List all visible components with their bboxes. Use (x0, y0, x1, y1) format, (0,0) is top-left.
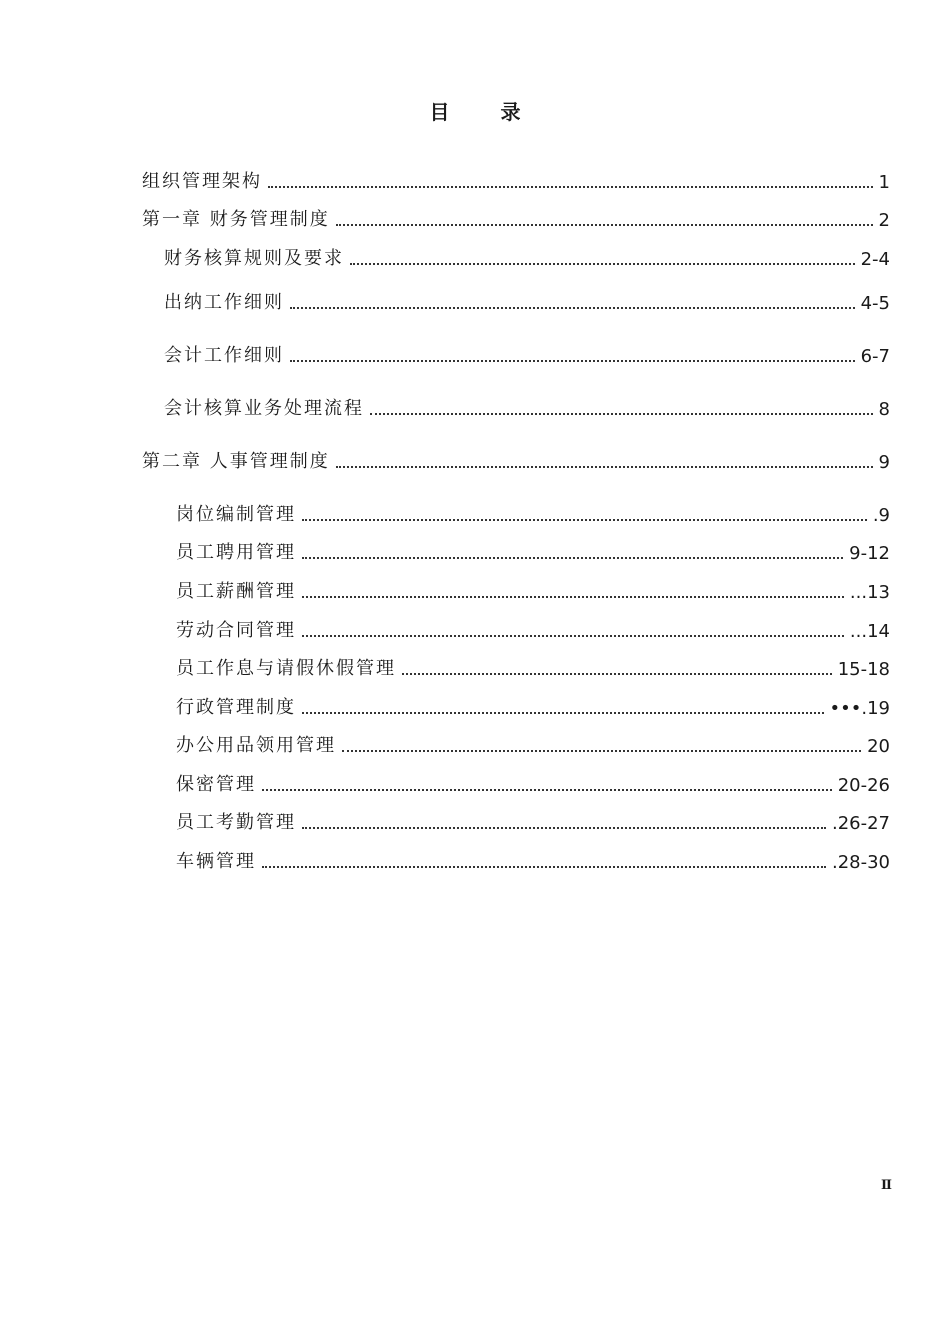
toc-entry-labor-contract[interactable] (176, 616, 890, 644)
toc-entry-label: 劳动合同管理 (176, 620, 296, 641)
toc-entry-page: 8 (878, 399, 890, 420)
toc-entry-accountant-rules[interactable] (164, 341, 890, 369)
toc-entry-chapter-1[interactable] (142, 205, 890, 233)
toc-leader-dots (262, 866, 826, 868)
toc-leader-dots (290, 360, 855, 362)
toc-entry-page: ...14 (849, 621, 890, 642)
toc-entry-label: 员工作息与请假休假管理 (176, 658, 396, 679)
toc-entry-page: •••.19 (829, 698, 890, 719)
toc-entry-page: 9-12 (849, 543, 890, 564)
toc-entry-page: 2-4 (860, 249, 890, 270)
toc-leader-dots (302, 827, 826, 829)
toc-entry-org-structure[interactable] (142, 167, 890, 195)
toc-leader-dots (302, 712, 824, 714)
toc-entry-page: .9 (872, 505, 890, 526)
toc-entry-page: .28-30 (831, 852, 890, 873)
toc-entry-vehicles[interactable] (176, 847, 890, 875)
toc-entry-label: 岗位编制管理 (176, 504, 296, 525)
toc-entry-page: 1 (878, 172, 890, 193)
toc-leader-dots (402, 673, 832, 675)
toc-entry-staffing[interactable] (176, 500, 890, 528)
toc-entry-label: 会计工作细则 (164, 345, 284, 366)
toc-entry-label: 组织管理架构 (142, 171, 262, 192)
toc-entry-page: ...13 (849, 582, 890, 603)
toc-entry-page: 15-18 (837, 659, 890, 680)
toc-entry-page: 20 (867, 736, 890, 757)
toc-entry-page: .26-27 (831, 813, 890, 834)
toc-entry-label: 员工聘用管理 (176, 542, 296, 563)
toc-entry-label: 会计核算业务处理流程 (164, 398, 364, 419)
toc-leader-dots (336, 224, 873, 226)
toc-entry-page: 4-5 (860, 293, 890, 314)
toc-entry-label: 员工薪酬管理 (176, 581, 296, 602)
toc-entry-page: 9 (878, 452, 890, 473)
toc-entry-confidentiality[interactable] (176, 770, 890, 798)
toc-entry-chapter-2[interactable] (142, 447, 890, 475)
toc-entry-page: 6-7 (860, 346, 890, 367)
toc-entry-administration[interactable] (176, 693, 890, 721)
toc-leader-dots (336, 466, 873, 468)
toc-entry-label: 第一章 财务管理制度 (142, 209, 330, 230)
toc-leader-dots (268, 186, 873, 188)
toc-entry-page: 20-26 (837, 775, 890, 796)
toc-entry-cashier-rules[interactable] (164, 288, 890, 316)
toc-entry-label: 员工考勤管理 (176, 812, 296, 833)
toc-leader-dots (302, 596, 844, 598)
toc-leader-dots (342, 750, 861, 752)
toc-entry-hiring[interactable] (176, 538, 890, 566)
toc-leader-dots (302, 519, 867, 521)
footer-page-number: Ⅱ (881, 1178, 892, 1193)
toc-entry-label: 车辆管理 (176, 851, 256, 872)
toc-leader-dots (302, 557, 843, 559)
toc-entry-label: 行政管理制度 (176, 697, 296, 718)
toc-entry-label: 保密管理 (176, 774, 256, 795)
toc-leader-dots (262, 789, 832, 791)
toc-leader-dots (290, 307, 855, 309)
toc-entry-label: 第二章 人事管理制度 (142, 451, 330, 472)
toc-leader-dots (350, 263, 855, 265)
toc-entry-compensation[interactable] (176, 577, 890, 605)
toc-leader-dots (302, 635, 844, 637)
toc-entry-label: 办公用品领用管理 (176, 735, 336, 756)
toc-entry-label: 财务核算规则及要求 (164, 248, 344, 269)
toc-leader-dots (370, 413, 873, 415)
toc-entry-accounting-process[interactable] (164, 394, 890, 422)
page-title: 目 录 (429, 100, 543, 124)
toc-entry-accounting-rules[interactable] (164, 244, 890, 272)
toc-entry-label: 出纳工作细则 (164, 292, 284, 313)
toc-entry-page: 2 (878, 210, 890, 231)
toc-entry-attendance[interactable] (176, 808, 890, 836)
toc-entry-office-supplies[interactable] (176, 731, 890, 759)
toc-entry-leave[interactable] (176, 654, 890, 682)
